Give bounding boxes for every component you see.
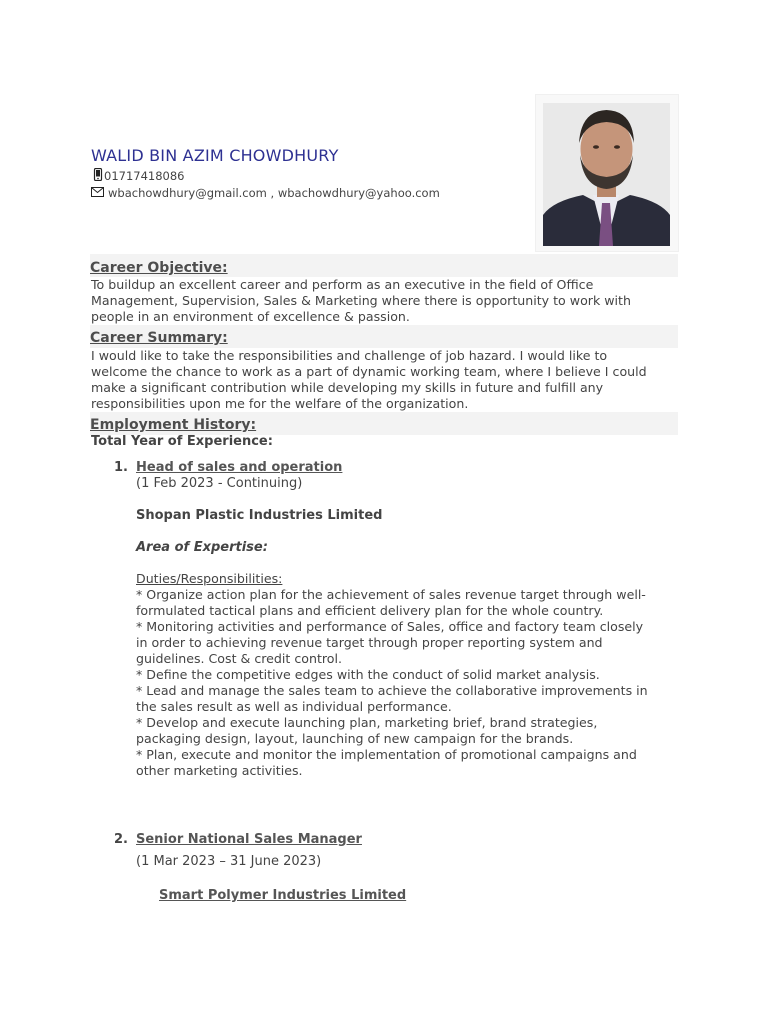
- phone-line: [91, 168, 184, 184]
- candidate-name: WALID BIN AZIM CHOWDHURY: [91, 146, 339, 165]
- job-number: 2.: [114, 832, 128, 847]
- duty-line: the sales result as well as individual performance.: [136, 699, 452, 714]
- job-period: (1 Feb 2023 - Continuing): [136, 476, 303, 491]
- profile-photo: [543, 103, 670, 246]
- duty-line: * Lead and manage the sales team to achieve the collaborative improvements in: [136, 683, 648, 698]
- email-line: [91, 186, 440, 200]
- career-objective-text: [91, 277, 679, 325]
- career-summary-heading: Career Summary:: [90, 330, 228, 346]
- text-line: Management, Supervision, Sales & Marketing where there is opportunity to work with: [91, 293, 631, 308]
- career-objective-heading: Career Objective:: [90, 260, 228, 276]
- area-of-expertise-label: Area of Expertise:: [136, 540, 268, 555]
- duty-line: formulated tactical plans and efficient delivery plan for the whole country.: [136, 603, 604, 618]
- duty-line: * Plan, execute and monitor the implementation of promotional campaigns and: [136, 747, 637, 762]
- job-duties: [136, 571, 676, 779]
- job-company: Smart Polymer Industries Limited: [159, 888, 407, 903]
- career-summary-text: [91, 348, 679, 412]
- duty-line: * Define the competitive edges with the conduct of solid market analysis.: [136, 667, 600, 682]
- text-line: people in an environment of excellence & passion.: [91, 309, 410, 324]
- job-number: 1.: [114, 460, 128, 475]
- phone-icon: [91, 168, 104, 184]
- duty-line: * Organize action plan for the achievement of sales revenue target through well-: [136, 587, 646, 602]
- duties-label: Duties/Responsibilities:: [136, 571, 283, 586]
- total-experience-label: Total Year of Experience:: [91, 434, 273, 449]
- envelope-icon: [91, 186, 104, 200]
- text-line: I would like to take the responsibilities and challenge of job hazard. I would like to: [91, 348, 608, 363]
- duty-line: * Monitoring activities and performance of Sales, office and factory team closely: [136, 619, 644, 634]
- text-line: To buildup an excellent career and perform as an executive in the field of Office: [91, 277, 594, 292]
- text-line: welcome the chance to work as a part of dynamic working team, where I believe I could: [91, 364, 647, 379]
- duty-line: other marketing activities.: [136, 763, 303, 778]
- text-line: make a significant contribution while developing my skills in future and fulfill any: [91, 380, 604, 395]
- phone-number: 01717418086: [104, 169, 185, 183]
- duty-line: guidelines. Cost & credit control.: [136, 651, 343, 666]
- job-period: (1 Mar 2023 – 31 June 2023): [136, 854, 322, 869]
- employment-history-heading: Employment History:: [90, 417, 257, 433]
- job-title: Senior National Sales Manager: [136, 832, 362, 847]
- text-line: responsibilities upon me for the welfare of the organization.: [91, 396, 469, 411]
- duty-line: packaging design, layout, launching of new campaign for the brands.: [136, 731, 574, 746]
- email-addresses: wbachowdhury@gmail.com , wbachowdhury@yahoo.com: [108, 186, 440, 200]
- duty-line: in order to achieving revenue target through proper reporting system and: [136, 635, 603, 650]
- job-company: Shopan Plastic Industries Limited: [136, 508, 383, 523]
- duty-line: * Develop and execute launching plan, marketing brief, brand strategies,: [136, 715, 598, 730]
- job-title: Head of sales and operation: [136, 460, 343, 475]
